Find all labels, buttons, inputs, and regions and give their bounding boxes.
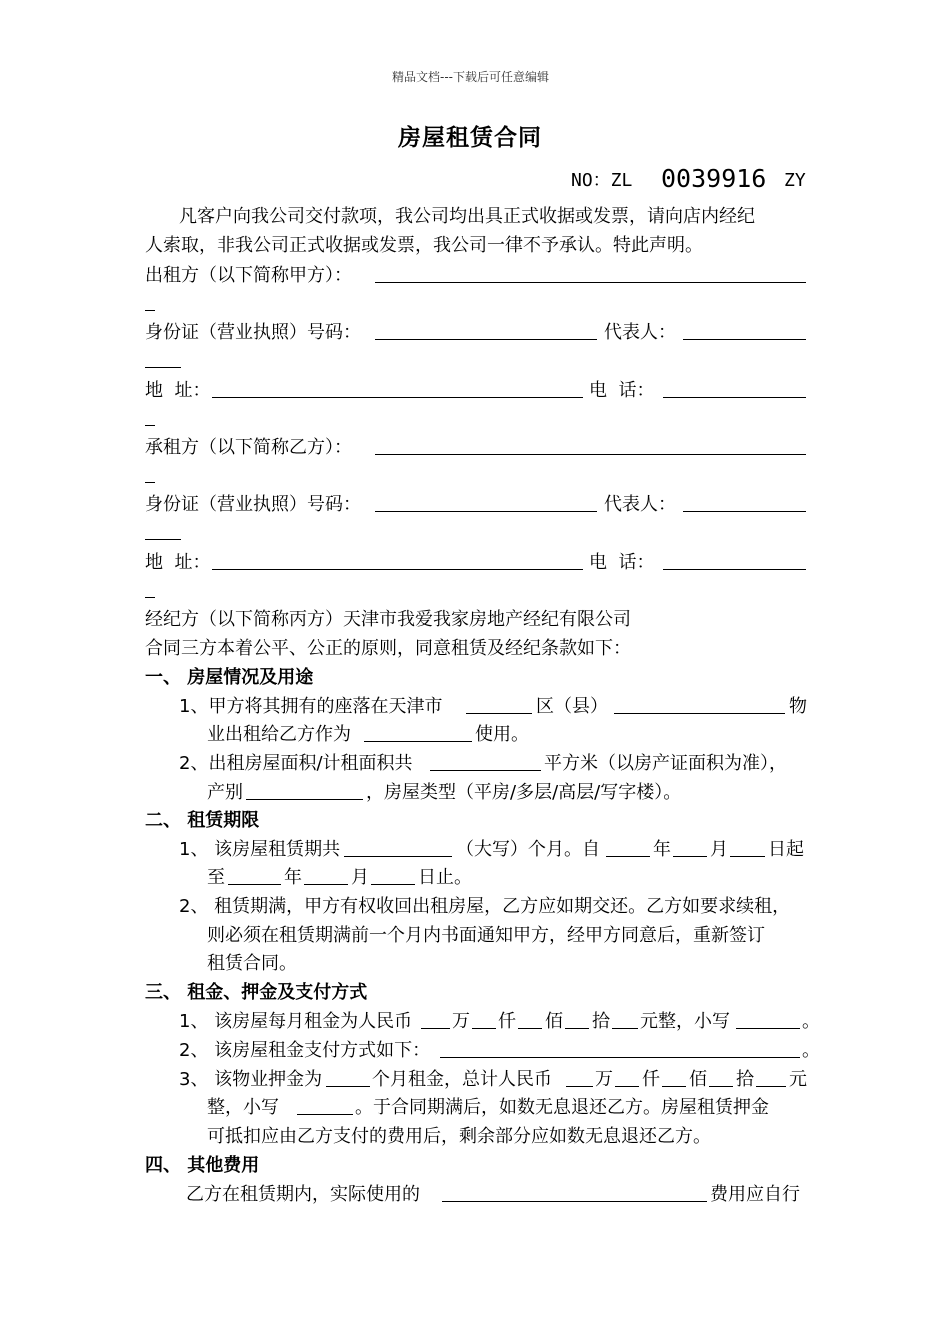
- s2-item1-year-1: 年: [653, 839, 671, 860]
- lessee-id-field[interactable]: [375, 511, 597, 512]
- s3-rent-yuan-field[interactable]: [612, 1028, 638, 1029]
- s3-item1-bai: 佰: [545, 1011, 563, 1032]
- s2-item2-line-1: 2、 租赁期满，甲方有权收回出租房屋，乙方应如期交还。乙方如要求续租，: [179, 896, 791, 917]
- s3-deposit-yuan-field[interactable]: [756, 1086, 786, 1087]
- section-1-heading: 一、 房屋情况及用途: [145, 667, 314, 688]
- section-2-heading: 二、 租赁期限: [145, 810, 260, 831]
- lessee-phone-label: 电 话：: [589, 552, 655, 573]
- lessee-id-label: 身份证（营业执照）号码：: [145, 494, 361, 515]
- s1-item1-text-a: 1、甲方将其拥有的座落在天津市: [179, 696, 443, 717]
- section-3-heading: 三、 租金、押金及支付方式: [145, 982, 368, 1003]
- notice-line-2: 人索取，非我公司正式收据或发票，我公司一律不予承认。特此声明。: [145, 235, 703, 256]
- s2-end-year-field[interactable]: [228, 884, 281, 885]
- s3-payment-method-field[interactable]: [440, 1057, 800, 1058]
- lessor-address-field[interactable]: [212, 397, 583, 398]
- s1-location-field[interactable]: [614, 713, 785, 714]
- s2-item1-text-e: 日起: [768, 839, 804, 860]
- s3-item3-shi: 拾: [736, 1069, 754, 1090]
- lessor-id-field[interactable]: [375, 339, 597, 340]
- lessor-address-label: 地 址：: [145, 380, 211, 401]
- s2-item1-year-2: 年: [284, 867, 302, 888]
- lessor-id-label: 身份证（营业执照）号码：: [145, 322, 361, 343]
- s2-item2-line-2: 则必须在租赁期满前一个月内书面通知甲方，经甲方同意后，重新签订: [207, 925, 765, 946]
- lessee-phone-field-wrap: [145, 597, 155, 598]
- lessor-rep-label: 代表人：: [604, 322, 676, 343]
- s3-item1-text-a: 1、 该房屋每月租金为人民币: [179, 1011, 413, 1032]
- s2-months-field[interactable]: [344, 856, 452, 857]
- s3-item2-end: 。: [802, 1040, 820, 1061]
- s3-item1-end: 。: [802, 1011, 820, 1032]
- s1-item1-text-b: 区（县）: [536, 696, 608, 717]
- lessee-rep-field[interactable]: [683, 511, 806, 512]
- s3-item3-yuan: 元: [789, 1069, 807, 1090]
- s2-item1-text-f: 至: [207, 867, 225, 888]
- lessor-rep-field[interactable]: [683, 339, 806, 340]
- s3-item3-wan: 万: [595, 1069, 613, 1090]
- lessor-phone-field[interactable]: [663, 397, 806, 398]
- s3-deposit-qian-field[interactable]: [615, 1086, 639, 1087]
- s3-rent-qian-field[interactable]: [472, 1028, 496, 1029]
- s3-deposit-wan-field[interactable]: [566, 1086, 593, 1087]
- contract-no-label: NO：ZL: [571, 170, 633, 191]
- lessor-rep-field-wrap: [145, 367, 181, 368]
- lessee-name-field-wrap: [145, 482, 155, 483]
- lessor-phone-label: 电 话：: [589, 380, 655, 401]
- lessee-address-label: 地 址：: [145, 552, 211, 573]
- s1-item1-text-d: 业出租给乙方作为: [207, 724, 351, 745]
- s1-item2-text-d: ，房屋类型（平房/多层/高层/写字楼）。: [366, 782, 682, 803]
- s1-item2-text-b: 平方米（以房产证面积为准），: [544, 753, 787, 774]
- s3-item1-shi: 拾: [592, 1011, 610, 1032]
- s3-item3-line-3: 可抵扣应由乙方支付的费用后，剩余部分应如数无息退还乙方。: [207, 1126, 711, 1147]
- s3-deposit-shi-field[interactable]: [709, 1086, 733, 1087]
- s2-item1-month-2: 月: [351, 867, 369, 888]
- s3-item3-qian: 仟: [642, 1069, 660, 1090]
- s1-item1-text-c: 物: [789, 696, 807, 717]
- agent-line: 经纪方（以下简称丙方）天津市我爱我家房地产经纪有限公司: [145, 609, 631, 630]
- s1-usage-field[interactable]: [364, 741, 472, 742]
- s2-item1-text-b: （大写）个月。自: [456, 839, 600, 860]
- s3-item2-text-a: 2、 该房屋租金支付方式如下：: [179, 1040, 431, 1061]
- s3-deposit-bai-field[interactable]: [662, 1086, 686, 1087]
- s4-line-1-text-a: 乙方在租赁期内，实际使用的: [186, 1184, 420, 1205]
- lessee-name-field[interactable]: [375, 454, 806, 455]
- s4-line-1-text-b: 费用应自行: [710, 1184, 800, 1205]
- section-4-heading: 四、 其他费用: [145, 1155, 260, 1176]
- s3-deposit-small-field[interactable]: [297, 1114, 353, 1115]
- lessor-label: 出租方（以下简称甲方）：: [145, 265, 352, 286]
- s3-item3-bai: 佰: [689, 1069, 707, 1090]
- header-watermark: 精品文档---下载后可任意编辑: [392, 70, 549, 84]
- intro-line: 合同三方本着公平、公正的原则，同意租赁及经纪条款如下：: [145, 638, 631, 659]
- notice-line-1: 凡客户向我公司交付款项，我公司均出具正式收据或发票，请向店内经纪: [179, 206, 755, 227]
- lessee-label: 承租方（以下简称乙方）：: [145, 437, 352, 458]
- s2-start-year-field[interactable]: [606, 856, 650, 857]
- lessor-name-field-wrap: [145, 310, 155, 311]
- s1-item1-text-e: 使用。: [475, 724, 529, 745]
- s2-start-month-field[interactable]: [673, 856, 707, 857]
- s1-property-type-field[interactable]: [246, 799, 363, 800]
- s2-item1-text-i: 日止。: [418, 867, 472, 888]
- s3-item1-yuanzheng: 元整，小写: [640, 1011, 730, 1032]
- contract-no-number: 0039916: [661, 164, 767, 193]
- s1-item2-text-a: 2、出租房屋面积/计租面积共: [179, 753, 413, 774]
- lessee-rep-label: 代表人：: [604, 494, 676, 515]
- s4-fee-type-field[interactable]: [442, 1201, 707, 1202]
- s2-item2-line-3: 租赁合同。: [207, 953, 297, 974]
- lessor-phone-field-wrap: [145, 425, 155, 426]
- s3-item3-text-a: 3、 该物业押金为: [179, 1069, 323, 1090]
- contract-no-suffix: ZY: [784, 170, 806, 191]
- s2-item1-month-1: 月: [710, 839, 728, 860]
- lessee-phone-field[interactable]: [663, 569, 806, 570]
- s2-end-day-field[interactable]: [371, 884, 415, 885]
- s3-item1-qian: 仟: [498, 1011, 516, 1032]
- s3-rent-shi-field[interactable]: [565, 1028, 589, 1029]
- lessee-address-field[interactable]: [212, 569, 583, 570]
- s3-rent-small-field[interactable]: [736, 1028, 800, 1029]
- lessor-name-field[interactable]: [375, 282, 806, 283]
- page-title: 房屋租赁合同: [398, 125, 542, 151]
- s2-end-month-field[interactable]: [304, 884, 348, 885]
- s2-item1-text-a: 1、 该房屋租赁期共: [179, 839, 341, 860]
- s1-area-field[interactable]: [430, 770, 541, 771]
- s3-item3-text-d: 。于合同期满后，如数无息退还乙方。房屋租赁押金: [355, 1097, 769, 1118]
- s2-start-day-field[interactable]: [730, 856, 765, 857]
- s1-item2-text-c: 产别: [207, 782, 243, 803]
- s3-item3-text-c: 整，小写: [207, 1097, 279, 1118]
- s3-deposit-months-field[interactable]: [326, 1086, 370, 1087]
- s3-item3-text-b: 个月租金，总计人民币: [372, 1069, 552, 1090]
- s3-item1-wan: 万: [452, 1011, 470, 1032]
- lessee-rep-field-wrap: [145, 539, 181, 540]
- s3-rent-wan-field[interactable]: [421, 1028, 450, 1029]
- s3-rent-bai-field[interactable]: [518, 1028, 542, 1029]
- s1-district-field[interactable]: [466, 713, 532, 714]
